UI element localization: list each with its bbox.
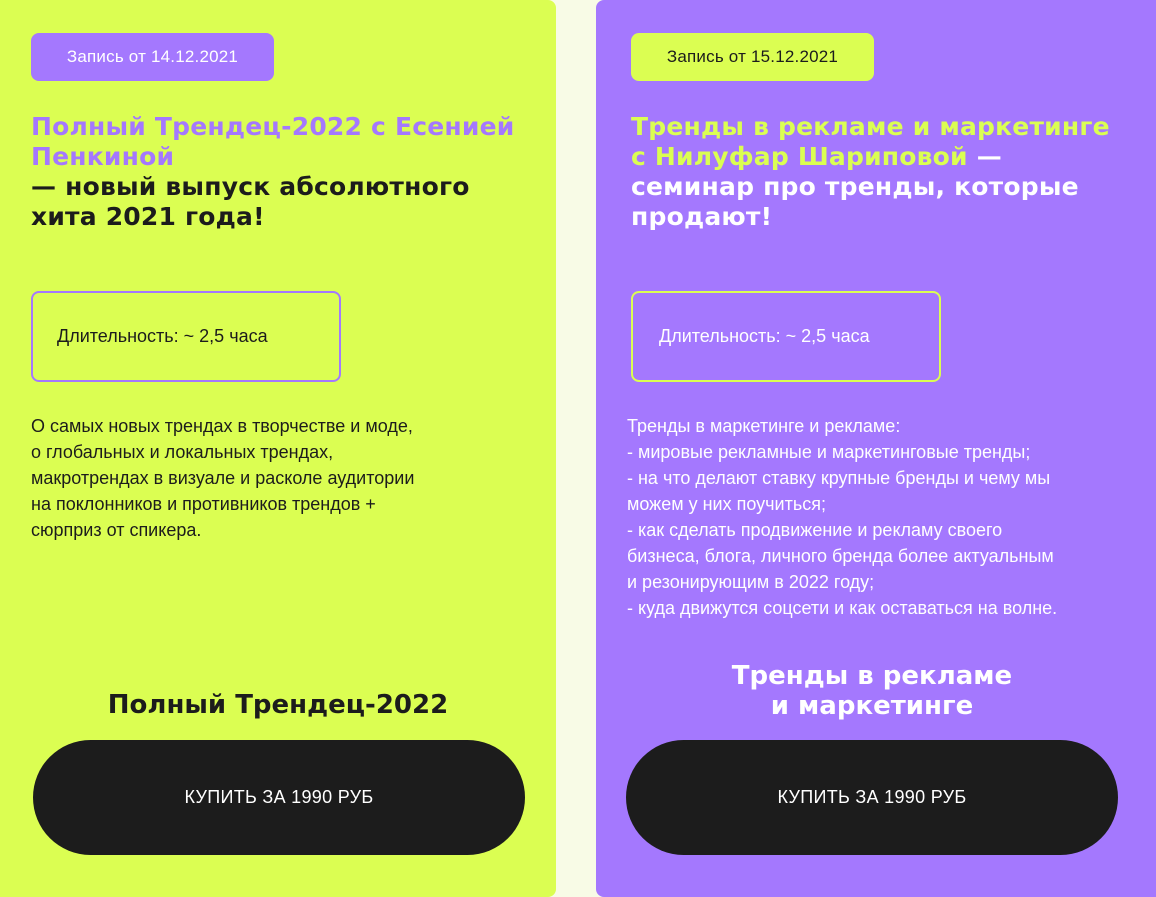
product-title [626, 661, 1118, 721]
recording-date-badge: Запись от 15.12.2021 [631, 33, 874, 81]
description-line: макротрендах в визуале и расколе аудитории [31, 468, 415, 488]
description-line: О самых новых трендах в творчестве и моде, [31, 416, 413, 436]
description-line: можем у них поучиться; [627, 494, 826, 514]
duration-box [631, 291, 941, 382]
recording-date-badge: Запись от 14.12.2021 [31, 33, 274, 81]
duration-text: Длительность: ~ 2,5 часа [57, 326, 268, 346]
description-line: - как сделать продвижение и рекламу своего [627, 520, 1003, 540]
description-line: - куда движутся соцсети и как оставаться на волне. [627, 598, 1058, 618]
description-line: Тренды в маркетинге и рекламе: [627, 416, 901, 436]
headline-accent: Тренды в рекламе и маркетинге с Нилуфар Шариповой [631, 112, 1110, 171]
product-card-trendets [0, 0, 556, 897]
product-title [31, 690, 525, 720]
product-card-ad-trends [596, 0, 1156, 897]
description-line: на поклонников и противников трендов + [31, 494, 376, 514]
headline-rest: — семинар про тренды, которые продают! [631, 142, 1079, 231]
card-headline [31, 112, 531, 232]
product-title-line: Полный Трендец-2022 [107, 690, 449, 720]
description-line: сюрприз от спикера. [31, 520, 202, 540]
description-line: о глобальных и локальных трендах, [31, 442, 334, 462]
description-line: и резонирующим в 2022 году; [627, 572, 875, 592]
duration-text: Длительность: ~ 2,5 часа [659, 326, 870, 346]
headline-accent: Полный Трендец-2022 с Есенией Пенкиной [31, 112, 515, 171]
buy-button[interactable]: КУПИТЬ ЗА 1990 РУБ [626, 740, 1118, 855]
card-description [627, 413, 1137, 621]
description-line: - на что делают ставку крупные бренды и чему мы [627, 468, 1051, 488]
card-headline [631, 112, 1131, 232]
product-title-line: и маркетинге [770, 691, 974, 721]
description-line: - мировые рекламные и маркетинговые тренды; [627, 442, 1031, 462]
card-description [31, 413, 501, 543]
product-title-line: Тренды в рекламе [731, 661, 1013, 691]
description-line: бизнеса, блога, личного бренда более актуальным [627, 546, 1054, 566]
buy-button[interactable]: КУПИТЬ ЗА 1990 РУБ [33, 740, 525, 855]
duration-box [31, 291, 341, 382]
headline-rest: — новый выпуск абсолютного хита 2021 года! [31, 172, 470, 231]
